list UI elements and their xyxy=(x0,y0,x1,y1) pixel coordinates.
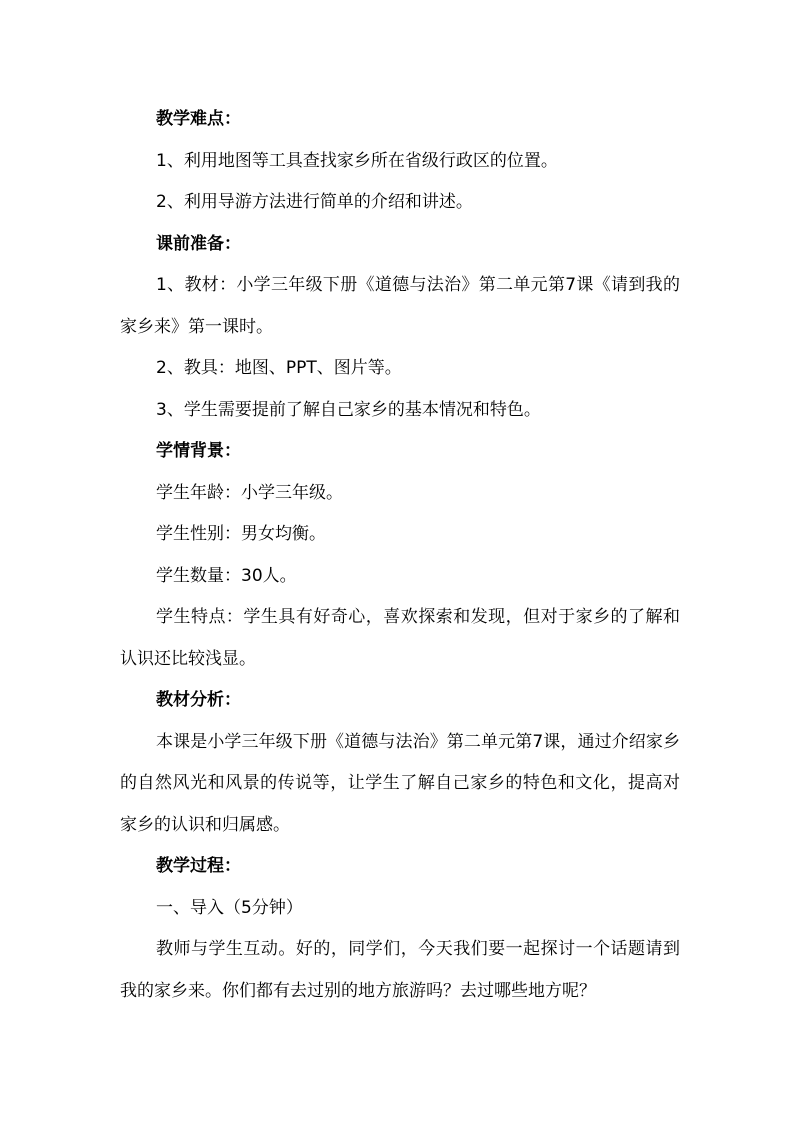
paragraph: 1、教材：小学三年级下册《道德与法治》第二单元第7课《请到我的家乡来》第一课时。 xyxy=(120,275,680,337)
paragraph: 学生特点：学生具有好奇心，喜欢探索和发现，但对于家乡的了解和认识还比较浅显。 xyxy=(120,607,680,669)
paragraph: 教师与学生互动。好的，同学们，今天我们要一起探讨一个话题请到我的家乡来。你们都有去过别的地方旅游吗？去过哪些地方呢？ xyxy=(120,939,680,1001)
paragraph: 2、教具：地图、PPT、图片等。 xyxy=(156,358,402,378)
heading-preparation: 课前准备： xyxy=(156,233,241,254)
paragraph: 学生性别：男女均衡。 xyxy=(156,524,326,544)
heading-material-analysis: 教材分析： xyxy=(156,690,241,710)
paragraph: 一、导入（5分钟） xyxy=(156,897,303,918)
document-body xyxy=(120,99,680,1012)
paragraph: 本课是小学三年级下册《道德与法治》第二单元第7课，通过介绍家乡的自然风光和风景的传说等，让学生了解自己家乡的特色和文化，提高对家乡的认识和归属感。 xyxy=(120,731,680,835)
paragraph: 3、学生需要提前了解自己家乡的基本情况和特色。 xyxy=(156,399,541,420)
paragraph: 2、利用导游方法进行简单的介绍和讲述。 xyxy=(156,192,473,212)
paragraph: 1、利用地图等工具查找家乡所在省级行政区的位置。 xyxy=(156,150,558,171)
heading-student-background: 学情背景： xyxy=(156,441,241,461)
paragraph: 学生年龄：小学三年级。 xyxy=(156,482,343,503)
heading-teaching-difficulties: 教学难点： xyxy=(156,109,241,129)
heading-teaching-process: 教学过程： xyxy=(156,856,241,876)
paragraph: 学生数量：30人。 xyxy=(156,565,297,586)
